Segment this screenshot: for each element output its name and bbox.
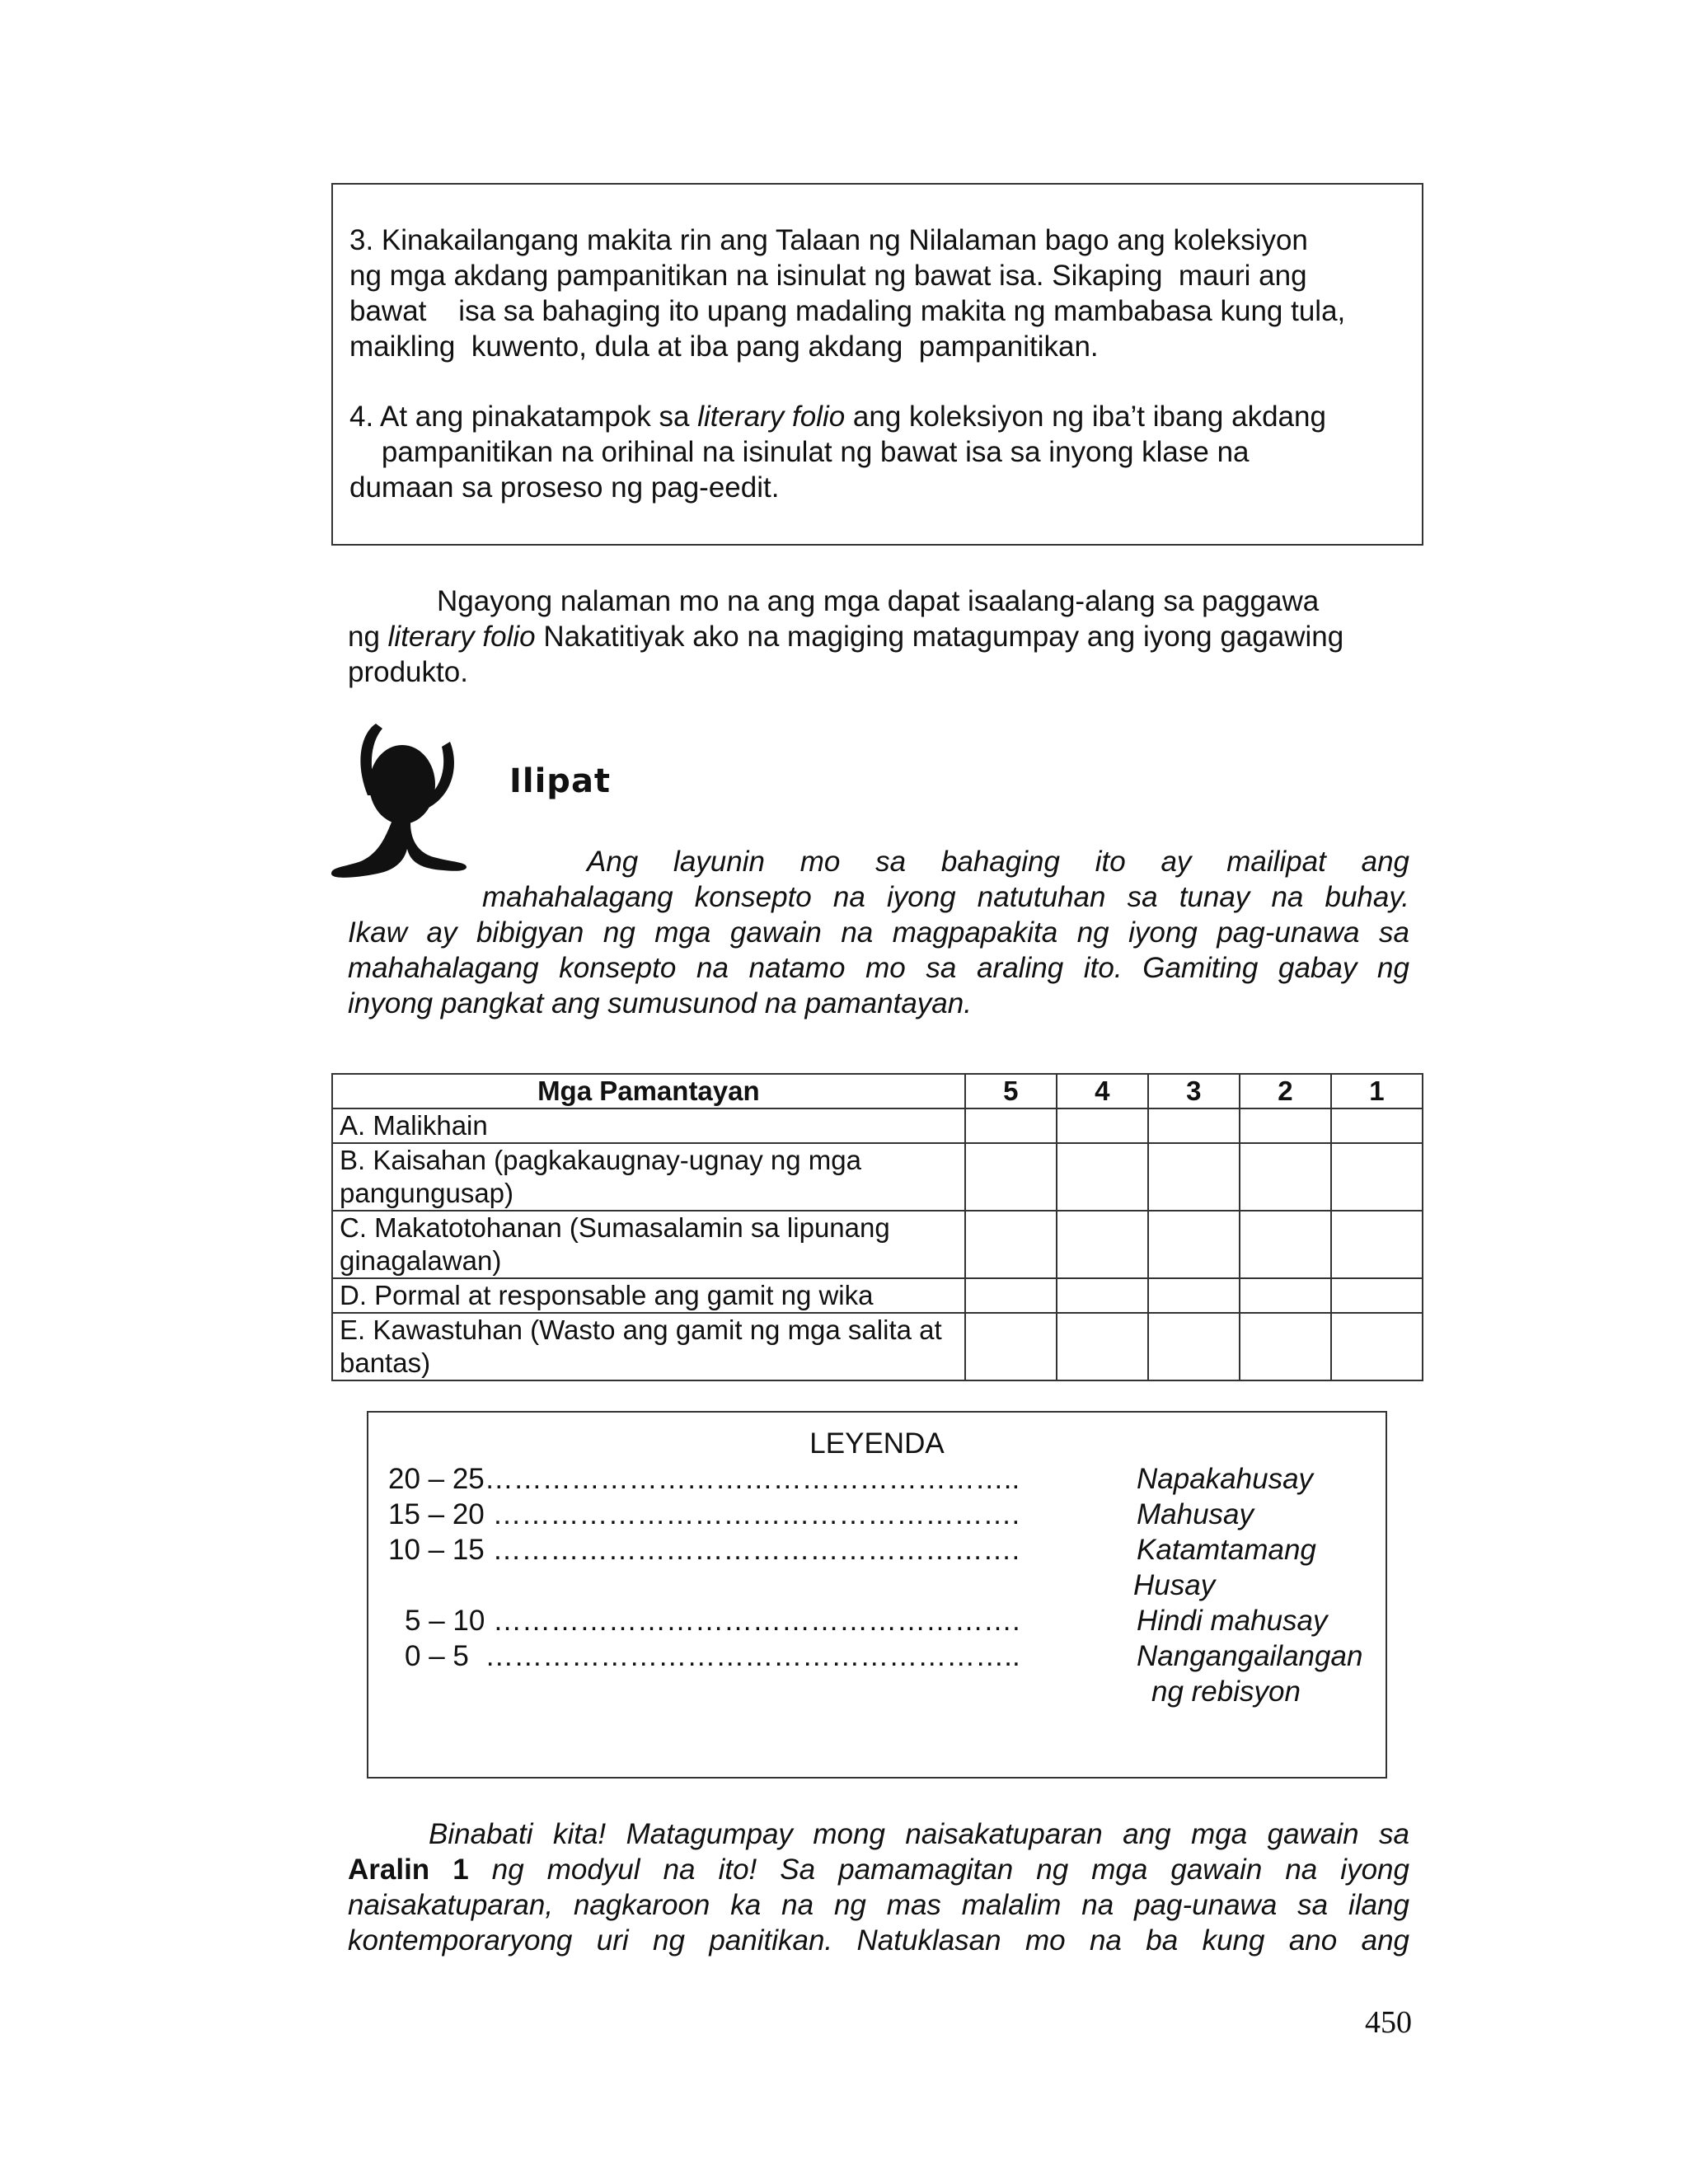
- figure-arms-raised-icon: [328, 717, 468, 882]
- item4-line1: [349, 399, 1326, 434]
- score-cell: [1148, 1143, 1240, 1211]
- item3-line4: maikling kuwento, dula at iba pang akdang pampanitikan.: [349, 330, 1099, 363]
- score-cell: [965, 1278, 1057, 1313]
- legend-range: 15 – 20 ……………………………………………….: [388, 1498, 1020, 1530]
- score-cell: [1148, 1108, 1240, 1143]
- intro-line2-post: Nakatitiyak ako na magiging matagumpay ang iyong gagawing: [535, 621, 1344, 653]
- closing-line4: kontemporaryong uri ng panitikan. Natuklasan mo na ba kung ano ang: [348, 1924, 1409, 1957]
- criterion-cell: E. Kawastuhan (Wasto ang gamit ng mga salita at bantas): [332, 1313, 965, 1380]
- item4-pre: 4. At ang pinakatampok sa: [349, 401, 698, 433]
- item4-italic-term: literary folio: [697, 401, 846, 433]
- score-cell: [1331, 1313, 1423, 1380]
- score-cell: [1240, 1143, 1331, 1211]
- legend-box: [367, 1411, 1387, 1779]
- objective-line1: Ang layunin mo sa bahaging ito ay mailipat ang: [587, 846, 1409, 878]
- legend-rating: Napakahusay: [1137, 1463, 1314, 1495]
- table-row: [332, 1211, 1423, 1278]
- score-cell: [1057, 1278, 1148, 1313]
- score-cell: [1057, 1313, 1148, 1380]
- legend-rating: Katamtamang: [1137, 1534, 1316, 1566]
- legend-range: 5 – 10 ……………………………………………….: [405, 1605, 1020, 1637]
- intro-line3: produkto.: [348, 656, 468, 688]
- legend-range: 0 – 5 ………………………………………………..: [405, 1640, 1020, 1672]
- score-cell: [1148, 1211, 1240, 1278]
- table-row: [332, 1143, 1423, 1211]
- score-cell: [1240, 1278, 1331, 1313]
- score-header-1: 1: [1331, 1074, 1423, 1108]
- item3-line1: 3. Kinakailangang makita rin ang Talaan ng Nilalaman bago ang koleksiyon: [349, 224, 1308, 256]
- intro-line2-pre: ng: [348, 621, 388, 653]
- legend-rating-cont: ng rebisyon: [1151, 1675, 1301, 1708]
- table-row: [332, 1108, 1423, 1143]
- score-cell: [1057, 1143, 1148, 1211]
- score-cell: [965, 1313, 1057, 1380]
- legend-rating: Nangangailangan: [1137, 1640, 1363, 1672]
- criterion-cell: A. Malikhain: [332, 1108, 965, 1143]
- aralin-bold: Aralin 1: [348, 1854, 469, 1886]
- legend-range: 10 – 15 ……………………………………………….: [388, 1534, 1020, 1566]
- table-row: [332, 1313, 1423, 1380]
- closing-line2-rest: ng modyul na ito! Sa pamamagitan ng mga gawain na iyong: [468, 1854, 1409, 1886]
- intro-line1: Ngayong nalaman mo na ang mga dapat isaalang-alang sa paggawa: [437, 585, 1320, 617]
- score-cell: [1240, 1313, 1331, 1380]
- score-cell: [1331, 1108, 1423, 1143]
- score-cell: [1331, 1143, 1423, 1211]
- item4-post: ang koleksiyon ng iba’t ibang akdang: [845, 401, 1326, 433]
- closing-line3: naisakatuparan, nagkaroon ka na ng mas malalim na pag-unawa sa ilang: [348, 1889, 1409, 1921]
- section-heading: Ilipat: [509, 762, 612, 800]
- item4-line2: pampanitikan na orihinal na isinulat ng bawat isa sa inyong klase na: [349, 436, 1250, 468]
- item3-line3: bawat isa sa bahaging ito upang madaling makita ng mambabasa kung tula,: [349, 295, 1346, 327]
- score-cell: [1148, 1278, 1240, 1313]
- score-cell: [965, 1211, 1057, 1278]
- closing-line1: Binabati kita! Matagumpay mong naisakatuparan ang mga gawain sa: [429, 1818, 1409, 1850]
- page-number: 450: [1365, 2005, 1412, 2040]
- criterion-cell: B. Kaisahan (pagkakaugnay-ugnay ng mga pangungusap): [332, 1143, 965, 1211]
- legend-rating: Mahusay: [1137, 1498, 1254, 1530]
- score-cell: [965, 1143, 1057, 1211]
- instruction-box: [331, 183, 1423, 546]
- closing-line2: [348, 1852, 1409, 1887]
- item4-line3: dumaan sa proseso ng pag-eedit.: [349, 471, 780, 504]
- legend-rating-cont: Husay: [1133, 1569, 1216, 1601]
- criteria-header: Mga Pamantayan: [332, 1074, 965, 1108]
- intro-line2-italic: literary folio: [387, 621, 536, 653]
- objective-line5: inyong pangkat ang sumusunod na pamantayan.: [348, 987, 972, 1019]
- legend-rating: Hindi mahusay: [1137, 1605, 1328, 1637]
- table-row: [332, 1278, 1423, 1313]
- objective-line2: mahahalagang konsepto na iyong natutuhan sa tunay na buhay.: [482, 881, 1409, 913]
- criterion-cell: C. Makatotohanan (Sumasalamin sa lipunang ginagalawan): [332, 1211, 965, 1278]
- score-cell: [1057, 1108, 1148, 1143]
- score-cell: [1240, 1108, 1331, 1143]
- rubric-table: [331, 1073, 1423, 1381]
- score-cell: [965, 1108, 1057, 1143]
- intro-line2: [348, 619, 1343, 654]
- legend-range: 20 – 25………………………………………………..: [388, 1463, 1020, 1495]
- score-header-4: 4: [1057, 1074, 1148, 1108]
- score-cell: [1331, 1278, 1423, 1313]
- score-cell: [1331, 1211, 1423, 1278]
- item3-line2: ng mga akdang pampanitikan na isinulat ng bawat isa. Sikaping mauri ang: [349, 260, 1307, 292]
- score-cell: [1057, 1211, 1148, 1278]
- score-header-3: 3: [1148, 1074, 1240, 1108]
- score-header-2: 2: [1240, 1074, 1331, 1108]
- objective-line4: mahahalagang konsepto na natamo mo sa araling ito. Gamiting gabay ng: [348, 952, 1409, 984]
- score-cell: [1240, 1211, 1331, 1278]
- score-cell: [1148, 1313, 1240, 1380]
- criterion-cell: D. Pormal at responsable ang gamit ng wika: [332, 1278, 965, 1313]
- rubric-header-row: [332, 1074, 1423, 1108]
- objective-line3: Ikaw ay bibigyan ng mga gawain na magpapakita ng iyong pag-unawa sa: [348, 916, 1409, 949]
- legend-title: LEYENDA: [809, 1427, 945, 1460]
- score-header-5: 5: [965, 1074, 1057, 1108]
